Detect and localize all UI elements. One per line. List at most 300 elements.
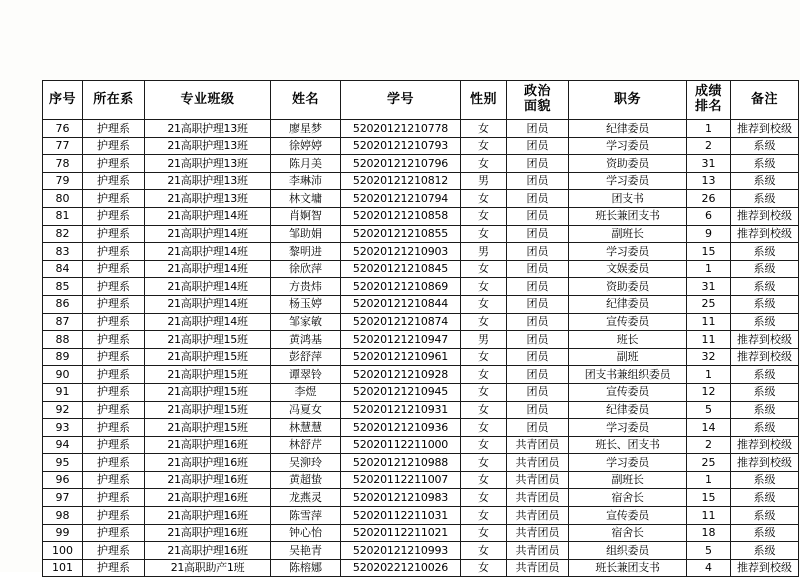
cell-gender: 女 [461,366,507,384]
cell-id: 52020121210931 [341,401,461,419]
cell-dept: 护理系 [83,313,145,331]
cell-id: 52020112211000 [341,436,461,454]
cell-dept: 护理系 [83,524,145,542]
cell-seq: 101 [43,559,83,577]
cell-class: 21高职护理14班 [145,243,271,261]
cell-duty: 学习委员 [569,172,687,190]
cell-seq: 81 [43,207,83,225]
cell-class: 21高职护理13班 [145,137,271,155]
table-row [43,260,799,278]
cell-class: 21高职护理14班 [145,278,271,296]
cell-note: 系级 [731,507,799,525]
cell-note: 系级 [731,260,799,278]
cell-dept: 护理系 [83,260,145,278]
cell-dept: 护理系 [83,348,145,366]
cell-id: 52020121210812 [341,172,461,190]
cell-gender: 女 [461,278,507,296]
cell-seq: 76 [43,120,83,138]
cell-note: 推荐到校级 [731,436,799,454]
cell-duty: 学习委员 [569,454,687,472]
cell-politics: 共青团员 [507,524,569,542]
cell-politics: 团员 [507,155,569,173]
cell-class: 21高职护理14班 [145,207,271,225]
cell-gender: 女 [461,295,507,313]
cell-seq: 98 [43,507,83,525]
cell-note: 推荐到校级 [731,348,799,366]
cell-name: 陈月美 [271,155,341,173]
cell-seq: 97 [43,489,83,507]
cell-id: 52020121210993 [341,542,461,560]
cell-seq: 93 [43,419,83,437]
cell-duty: 团支书 [569,190,687,208]
cell-duty: 团支书兼组织委员 [569,366,687,384]
cell-dept: 护理系 [83,155,145,173]
cell-rank: 32 [687,348,731,366]
column-header-rank [687,81,731,120]
cell-duty: 宿舍长 [569,489,687,507]
cell-class: 21高职护理15班 [145,383,271,401]
table-row [43,489,799,507]
column-header-class: 专业班级 [145,81,271,120]
cell-name: 陈雪萍 [271,507,341,525]
cell-gender: 女 [461,559,507,577]
table-row [43,401,799,419]
cell-politics: 团员 [507,243,569,261]
table-row [43,454,799,472]
cell-class: 21高职护理16班 [145,542,271,560]
cell-rank: 11 [687,313,731,331]
cell-rank: 25 [687,295,731,313]
cell-gender: 女 [461,454,507,472]
cell-seq: 91 [43,383,83,401]
column-header-politics [507,81,569,120]
cell-gender: 女 [461,524,507,542]
table-row [43,419,799,437]
cell-note: 系级 [731,243,799,261]
cell-rank: 1 [687,120,731,138]
cell-rank: 5 [687,542,731,560]
cell-name: 方贵炜 [271,278,341,296]
cell-seq: 84 [43,260,83,278]
cell-dept: 护理系 [83,137,145,155]
table-row [43,436,799,454]
cell-rank: 2 [687,137,731,155]
cell-class: 21高职护理16班 [145,507,271,525]
table-row [43,559,799,577]
cell-name: 邹助娟 [271,225,341,243]
cell-gender: 女 [461,348,507,366]
table-row [43,295,799,313]
cell-class: 21高职护理13班 [145,172,271,190]
cell-class: 21高职护理14班 [145,313,271,331]
cell-note: 系级 [731,489,799,507]
cell-id: 52020121210983 [341,489,461,507]
cell-politics: 团员 [507,331,569,349]
cell-seq: 94 [43,436,83,454]
cell-name: 吴泖玲 [271,454,341,472]
cell-seq: 99 [43,524,83,542]
column-header-politics-line1: 政治 [523,84,551,100]
cell-seq: 87 [43,313,83,331]
cell-duty: 纪律委员 [569,120,687,138]
cell-note: 系级 [731,524,799,542]
cell-note: 系级 [731,172,799,190]
table-row [43,471,799,489]
cell-dept: 护理系 [83,207,145,225]
cell-seq: 89 [43,348,83,366]
table-row [43,348,799,366]
cell-politics: 团员 [507,366,569,384]
column-header-id: 学号 [341,81,461,120]
cell-gender: 男 [461,172,507,190]
cell-id: 52020121210945 [341,383,461,401]
cell-duty: 副班长 [569,225,687,243]
cell-id: 52020121210903 [341,243,461,261]
cell-rank: 6 [687,207,731,225]
cell-politics: 团员 [507,401,569,419]
cell-name: 吴艳青 [271,542,341,560]
cell-politics: 团员 [507,295,569,313]
cell-politics: 团员 [507,260,569,278]
cell-politics: 团员 [507,225,569,243]
table-row [43,243,799,261]
cell-seq: 90 [43,366,83,384]
cell-gender: 女 [461,436,507,454]
cell-class: 21高职护理15班 [145,366,271,384]
cell-politics: 共青团员 [507,559,569,577]
cell-class: 21高职护理13班 [145,190,271,208]
table-row [43,542,799,560]
cell-seq: 86 [43,295,83,313]
cell-rank: 1 [687,260,731,278]
cell-rank: 31 [687,278,731,296]
cell-name: 林慧慧 [271,419,341,437]
cell-name: 彭舒萍 [271,348,341,366]
cell-class: 21高职护理13班 [145,155,271,173]
cell-id: 52020121210794 [341,190,461,208]
cell-rank: 26 [687,190,731,208]
cell-class: 21高职护理16班 [145,524,271,542]
cell-note: 系级 [731,313,799,331]
cell-note: 推荐到校级 [731,331,799,349]
cell-gender: 女 [461,120,507,138]
cell-dept: 护理系 [83,331,145,349]
cell-rank: 5 [687,401,731,419]
table-row [43,524,799,542]
cell-duty: 纪律委员 [569,295,687,313]
cell-id: 52020121210796 [341,155,461,173]
cell-politics: 共青团员 [507,471,569,489]
column-header-politics-line2: 面貌 [523,99,551,114]
cell-gender: 女 [461,542,507,560]
cell-gender: 女 [461,313,507,331]
cell-duty: 宣传委员 [569,507,687,525]
cell-rank: 9 [687,225,731,243]
column-header-name: 姓名 [271,81,341,120]
cell-note: 系级 [731,383,799,401]
cell-dept: 护理系 [83,489,145,507]
cell-id: 52020121210947 [341,331,461,349]
column-header-rank-line2: 排名 [694,99,722,114]
cell-dept: 护理系 [83,172,145,190]
cell-name: 李煜 [271,383,341,401]
cell-gender: 女 [461,401,507,419]
cell-note: 系级 [731,366,799,384]
cell-seq: 78 [43,155,83,173]
table-row [43,172,799,190]
cell-gender: 女 [461,190,507,208]
cell-gender: 女 [461,489,507,507]
cell-name: 冯夏女 [271,401,341,419]
cell-note: 系级 [731,137,799,155]
cell-duty: 宣传委员 [569,383,687,401]
table-row [43,120,799,138]
cell-dept: 护理系 [83,507,145,525]
cell-note: 系级 [731,190,799,208]
cell-politics: 团员 [507,383,569,401]
cell-id: 52020121210855 [341,225,461,243]
cell-class: 21高职护理14班 [145,260,271,278]
table-row [43,190,799,208]
cell-rank: 11 [687,507,731,525]
cell-class: 21高职护理15班 [145,348,271,366]
cell-note: 系级 [731,419,799,437]
cell-duty: 副班 [569,348,687,366]
cell-rank: 31 [687,155,731,173]
cell-rank: 13 [687,172,731,190]
cell-name: 龙燕灵 [271,489,341,507]
roster-table-container [42,80,792,577]
cell-id: 52020121210936 [341,419,461,437]
cell-id: 52020121210858 [341,207,461,225]
cell-duty: 宿舍长 [569,524,687,542]
cell-rank: 14 [687,419,731,437]
cell-duty: 组织委员 [569,542,687,560]
cell-id: 52020121210869 [341,278,461,296]
table-header [43,81,799,120]
cell-id: 52020112211007 [341,471,461,489]
cell-duty: 纪律委员 [569,401,687,419]
cell-seq: 92 [43,401,83,419]
cell-name: 林舒芹 [271,436,341,454]
table-row [43,507,799,525]
cell-politics: 共青团员 [507,507,569,525]
cell-politics: 团员 [507,348,569,366]
cell-seq: 96 [43,471,83,489]
cell-id: 52020121210874 [341,313,461,331]
column-header-rank-line1: 成绩 [694,84,722,100]
roster-table [42,80,799,577]
cell-gender: 女 [461,207,507,225]
column-header-duty: 职务 [569,81,687,120]
cell-note: 推荐到校级 [731,207,799,225]
cell-duty: 资助委员 [569,155,687,173]
cell-name: 李琳沛 [271,172,341,190]
cell-name: 钟心怡 [271,524,341,542]
cell-note: 推荐到校级 [731,120,799,138]
cell-duty: 文娱委员 [569,260,687,278]
table-row [43,383,799,401]
cell-gender: 女 [461,155,507,173]
cell-class: 21高职护理14班 [145,295,271,313]
cell-rank: 1 [687,471,731,489]
cell-politics: 共青团员 [507,489,569,507]
cell-politics: 团员 [507,190,569,208]
cell-name: 徐婷婷 [271,137,341,155]
cell-id: 52020221210026 [341,559,461,577]
cell-duty: 班长 [569,331,687,349]
cell-class: 21高职护理15班 [145,419,271,437]
cell-note: 系级 [731,278,799,296]
column-header-dept: 所在系 [83,81,145,120]
cell-id: 52020121210778 [341,120,461,138]
cell-rank: 1 [687,366,731,384]
table-row [43,278,799,296]
cell-gender: 女 [461,419,507,437]
cell-seq: 77 [43,137,83,155]
cell-note: 系级 [731,542,799,560]
cell-dept: 护理系 [83,454,145,472]
table-row [43,225,799,243]
cell-dept: 护理系 [83,225,145,243]
cell-dept: 护理系 [83,542,145,560]
cell-gender: 男 [461,331,507,349]
cell-name: 廖星梦 [271,120,341,138]
cell-duty: 班长、团支书 [569,436,687,454]
cell-seq: 79 [43,172,83,190]
cell-gender: 女 [461,260,507,278]
table-row [43,313,799,331]
cell-politics: 团员 [507,207,569,225]
cell-name: 谭翠铃 [271,366,341,384]
cell-duty: 班长兼团支书 [569,559,687,577]
cell-class: 21高职护理16班 [145,454,271,472]
cell-duty: 学习委员 [569,419,687,437]
cell-name: 邹家敏 [271,313,341,331]
cell-seq: 80 [43,190,83,208]
table-row [43,207,799,225]
cell-politics: 团员 [507,120,569,138]
cell-dept: 护理系 [83,383,145,401]
cell-rank: 12 [687,383,731,401]
cell-duty: 班长兼团支书 [569,207,687,225]
cell-name: 杨玉婷 [271,295,341,313]
cell-seq: 83 [43,243,83,261]
column-header-gender: 性别 [461,81,507,120]
cell-politics: 共青团员 [507,542,569,560]
column-header-seq: 序号 [43,81,83,120]
cell-id: 52020112211021 [341,524,461,542]
cell-id: 52020121210793 [341,137,461,155]
cell-name: 林文墉 [271,190,341,208]
cell-gender: 女 [461,507,507,525]
cell-gender: 女 [461,383,507,401]
cell-rank: 25 [687,454,731,472]
cell-name: 陈榕娜 [271,559,341,577]
header-row [43,81,799,120]
cell-class: 21高职护理15班 [145,331,271,349]
cell-note: 系级 [731,155,799,173]
cell-dept: 护理系 [83,243,145,261]
cell-note: 系级 [731,401,799,419]
cell-name: 徐欣萍 [271,260,341,278]
cell-duty: 学习委员 [569,243,687,261]
cell-dept: 护理系 [83,559,145,577]
cell-rank: 11 [687,331,731,349]
cell-id: 52020121210961 [341,348,461,366]
cell-seq: 85 [43,278,83,296]
cell-note: 推荐到校级 [731,454,799,472]
table-row [43,331,799,349]
cell-politics: 团员 [507,278,569,296]
cell-note: 推荐到校级 [731,559,799,577]
cell-rank: 15 [687,243,731,261]
cell-duty: 学习委员 [569,137,687,155]
cell-dept: 护理系 [83,471,145,489]
cell-politics: 共青团员 [507,436,569,454]
cell-note: 系级 [731,295,799,313]
cell-gender: 女 [461,225,507,243]
cell-duty: 资助委员 [569,278,687,296]
cell-class: 21高职护理14班 [145,225,271,243]
cell-class: 21高职护理16班 [145,471,271,489]
column-header-note: 备注 [731,81,799,120]
cell-politics: 团员 [507,137,569,155]
cell-politics: 共青团员 [507,454,569,472]
cell-dept: 护理系 [83,419,145,437]
cell-politics: 团员 [507,313,569,331]
cell-dept: 护理系 [83,295,145,313]
cell-class: 21高职护理16班 [145,489,271,507]
table-row [43,137,799,155]
cell-dept: 护理系 [83,401,145,419]
cell-name: 黎明进 [271,243,341,261]
cell-dept: 护理系 [83,366,145,384]
cell-dept: 护理系 [83,120,145,138]
cell-dept: 护理系 [83,278,145,296]
cell-seq: 88 [43,331,83,349]
cell-name: 肖婀智 [271,207,341,225]
cell-class: 21高职护理13班 [145,120,271,138]
cell-name: 黄鸿基 [271,331,341,349]
cell-gender: 男 [461,243,507,261]
cell-dept: 护理系 [83,190,145,208]
cell-seq: 100 [43,542,83,560]
cell-id: 52020121210928 [341,366,461,384]
table-body [43,120,799,577]
cell-politics: 团员 [507,419,569,437]
table-row [43,155,799,173]
table-row [43,366,799,384]
cell-id: 52020121210844 [341,295,461,313]
cell-seq: 82 [43,225,83,243]
cell-seq: 95 [43,454,83,472]
cell-rank: 18 [687,524,731,542]
cell-gender: 女 [461,471,507,489]
cell-dept: 护理系 [83,436,145,454]
cell-class: 21高职护理15班 [145,401,271,419]
cell-duty: 副班长 [569,471,687,489]
cell-note: 系级 [731,471,799,489]
cell-name: 黄超蛰 [271,471,341,489]
cell-class: 21高职助产1班 [145,559,271,577]
cell-id: 52020121210845 [341,260,461,278]
cell-gender: 女 [461,137,507,155]
cell-id: 52020112211031 [341,507,461,525]
cell-id: 52020121210988 [341,454,461,472]
cell-rank: 15 [687,489,731,507]
cell-politics: 团员 [507,172,569,190]
